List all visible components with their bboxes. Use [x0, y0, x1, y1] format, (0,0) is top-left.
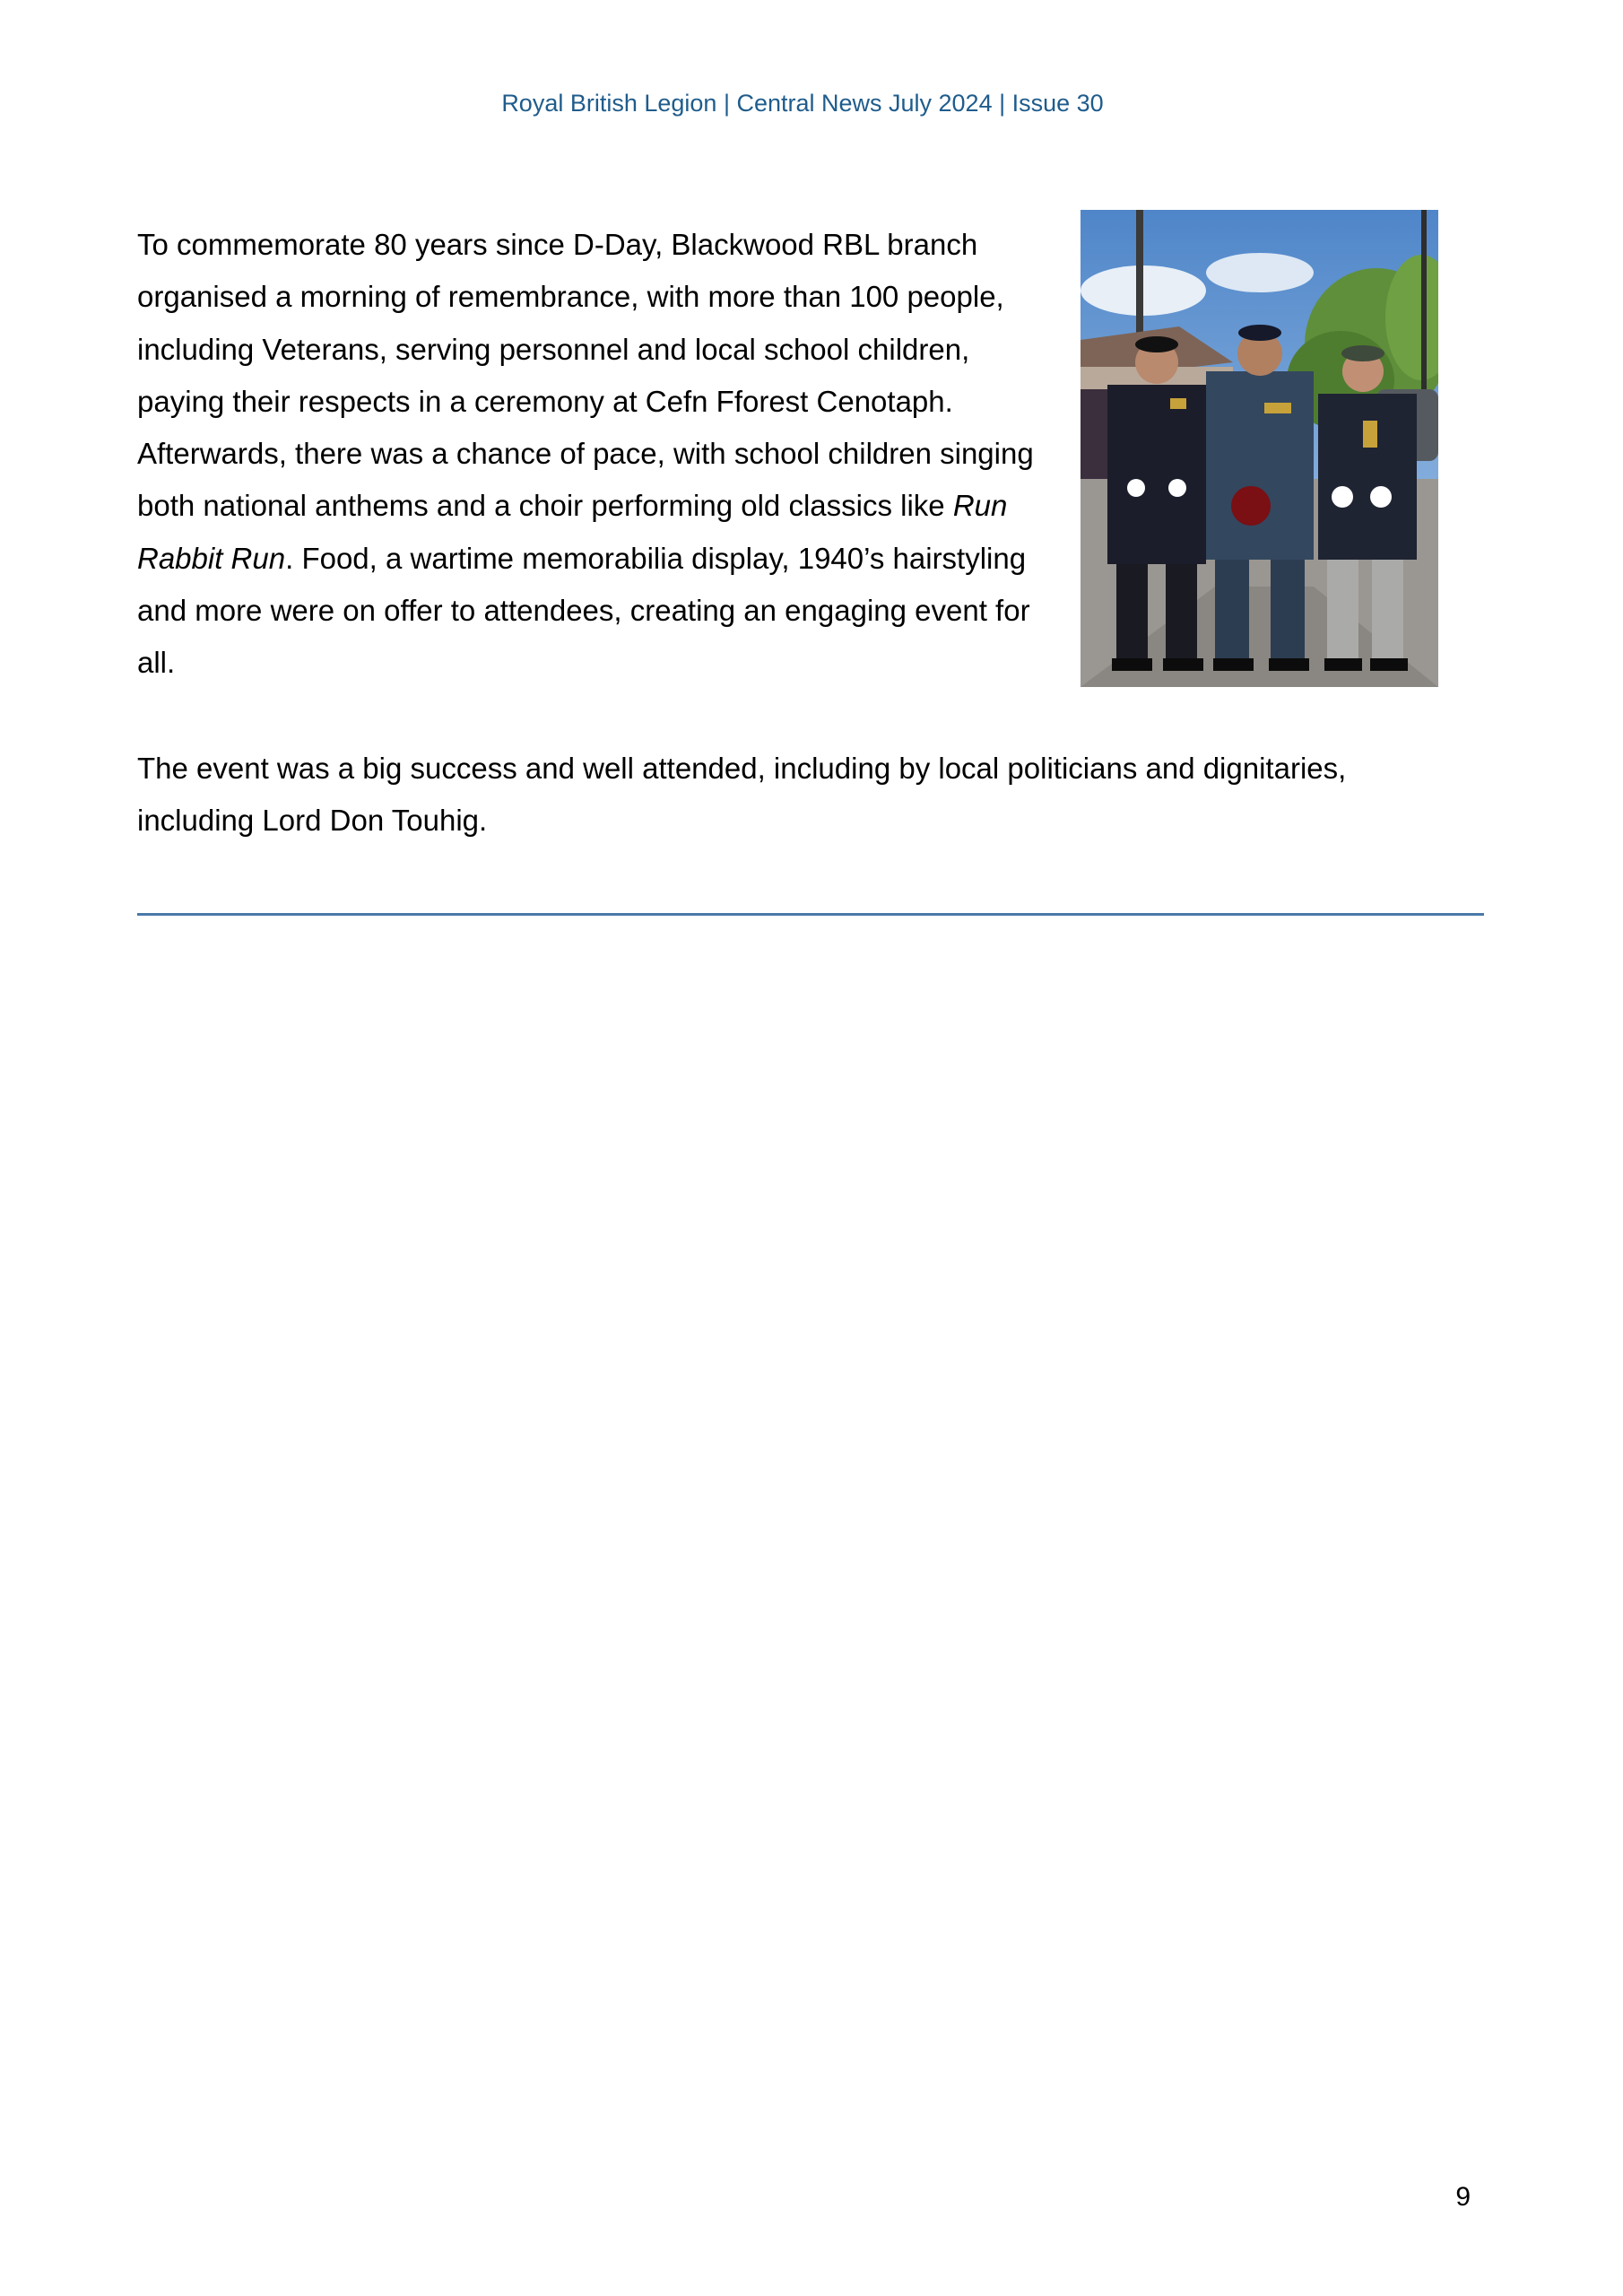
paragraph-line: organised a morning of remembrance, with more than 100 people, — [137, 280, 1004, 314]
paragraph-line: all. — [137, 646, 176, 680]
paragraph-line — [137, 533, 1061, 585]
paragraph-line: Afterwards, there was a chance of pace, with school children singing — [137, 437, 1034, 471]
page-header: Royal British Legion | Central News July 2024 | Issue 30 — [501, 90, 1104, 117]
article-paragraph-2 — [137, 743, 1482, 848]
paragraph-line: and more were on offer to attendees, creating an engaging event for — [137, 594, 1030, 628]
page-number: 9 — [1455, 2182, 1471, 2212]
paragraph-line: To commemorate 80 years since D-Day, Blackwood RBL branch — [137, 228, 978, 261]
line-text: both national anthems and a choir performing old classics like — [137, 489, 953, 523]
song-title-part-2: Rabbit Run — [137, 541, 286, 575]
paragraph-line — [137, 480, 1061, 532]
paragraph-line: paying their respects in a ceremony at Cefn Fforest Cenotaph. — [137, 384, 953, 418]
veterans-photo — [1081, 210, 1438, 687]
line-text: . Food, a wartime memorabilia display, 1940’s hairstyling — [285, 541, 1027, 575]
paragraph-line: including Veterans, serving personnel and local school children, — [137, 332, 970, 366]
section-divider — [137, 913, 1484, 916]
article-paragraph-1 — [137, 219, 1061, 690]
song-title-part-1: Run — [952, 489, 1008, 523]
paragraph-line: The event was a big success and well attended, including by local politicians and dignitaries, — [137, 752, 1347, 785]
paragraph-line: including Lord Don Touhig. — [137, 804, 488, 838]
